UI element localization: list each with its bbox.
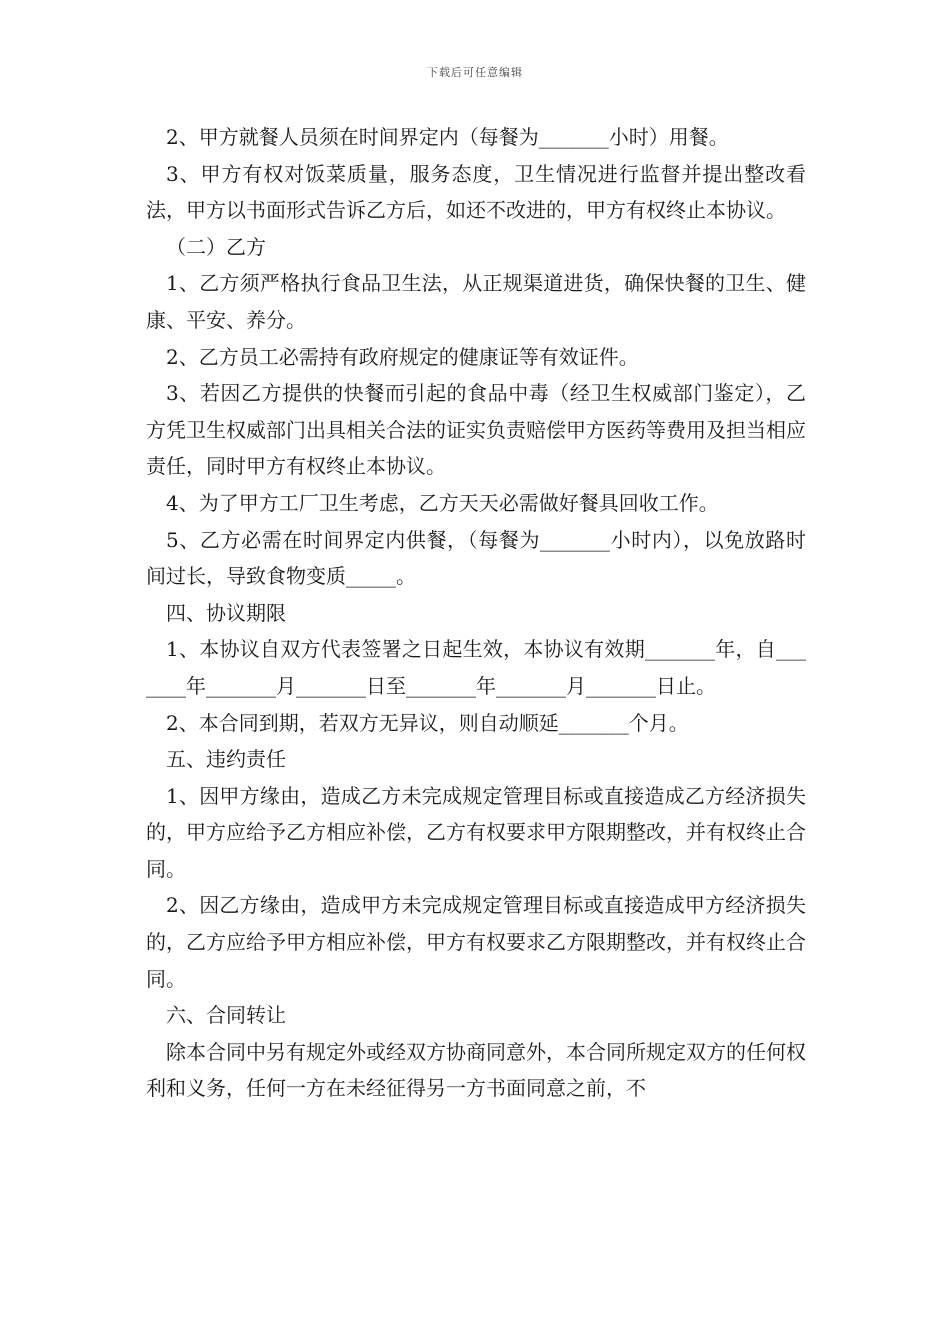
section-heading-term: 四、协议期限 xyxy=(166,600,286,625)
paragraph-party-a-breach: 1、因甲方缘由，造成乙方未完成规定管理目标或直接造成乙方经济损失的，甲方应给予乙方相应补偿，乙方有权要求甲方限期整改，并有权终止合同。 xyxy=(146,783,806,881)
section-heading-transfer: 六、合同转让 xyxy=(166,1003,286,1028)
paragraph-food-hygiene: 1、乙方须严格执行食品卫生法，从正规渠道进货，确保快餐的卫生、健康、平安、养分。 xyxy=(146,271,806,332)
paragraph-health-certificate: 2、乙方员工必需持有政府规定的健康证等有效证件。 xyxy=(166,344,639,369)
paragraph-effective-period: 1、本协议自双方代表签署之日起生效，本协议有效期_______年，自_______年_______月_______日至_______年_______月_______日止。 xyxy=(146,637,806,698)
paragraph-dining-time: 2、甲方就餐人员须在时间界定内（每餐为_______小时）用餐。 xyxy=(166,125,729,149)
paragraph-meal-supply-time: 5、乙方必需在时间界定内供餐，（每餐为_______小时内），以免放路时间过长，导致食物变质_____。 xyxy=(146,527,806,589)
section-heading-breach: 五、违约责任 xyxy=(166,747,286,772)
paragraph-supervision-right: 3、甲方有权对饭菜质量，服务态度，卫生情况进行监督并提出整改看法，甲方以书面形式告诉乙方后，如还不改进的，甲方有权终止本协议。 xyxy=(146,161,806,223)
paragraph-food-poisoning: 3、若因乙方提供的快餐而引起的食品中毒（经卫生权威部门鉴定），乙方凭卫生权威部门出具相关合法的证实负责赔偿甲方医药等费用及担当相应责任，同时甲方有权终止本协议。 xyxy=(146,381,806,479)
document-body xyxy=(146,119,806,1107)
page-header-note: 下载后可任意编辑 xyxy=(427,66,523,79)
paragraph-transfer-terms: 除本合同中另有规定外或经双方协商同意外，本合同所规定双方的任何权利和义务，任何一方在未经征得另一方书面同意之前，不 xyxy=(146,1039,806,1101)
paragraph-auto-renewal: 2、本合同到期，若双方无异议，则自动顺延_______个月。 xyxy=(166,710,689,735)
paragraph-tableware-recovery: 4、为了甲方工厂卫生考虑，乙方天天必需做好餐具回收工作。 xyxy=(166,490,719,515)
paragraph-party-b-breach: 2、因乙方缘由，造成甲方未完成规定管理目标或直接造成甲方经济损失的，乙方应给予甲方相应补偿，甲方有权要求乙方限期整改，并有权终止合同。 xyxy=(146,893,806,991)
section-heading-party-b: （二）乙方 xyxy=(166,234,266,259)
